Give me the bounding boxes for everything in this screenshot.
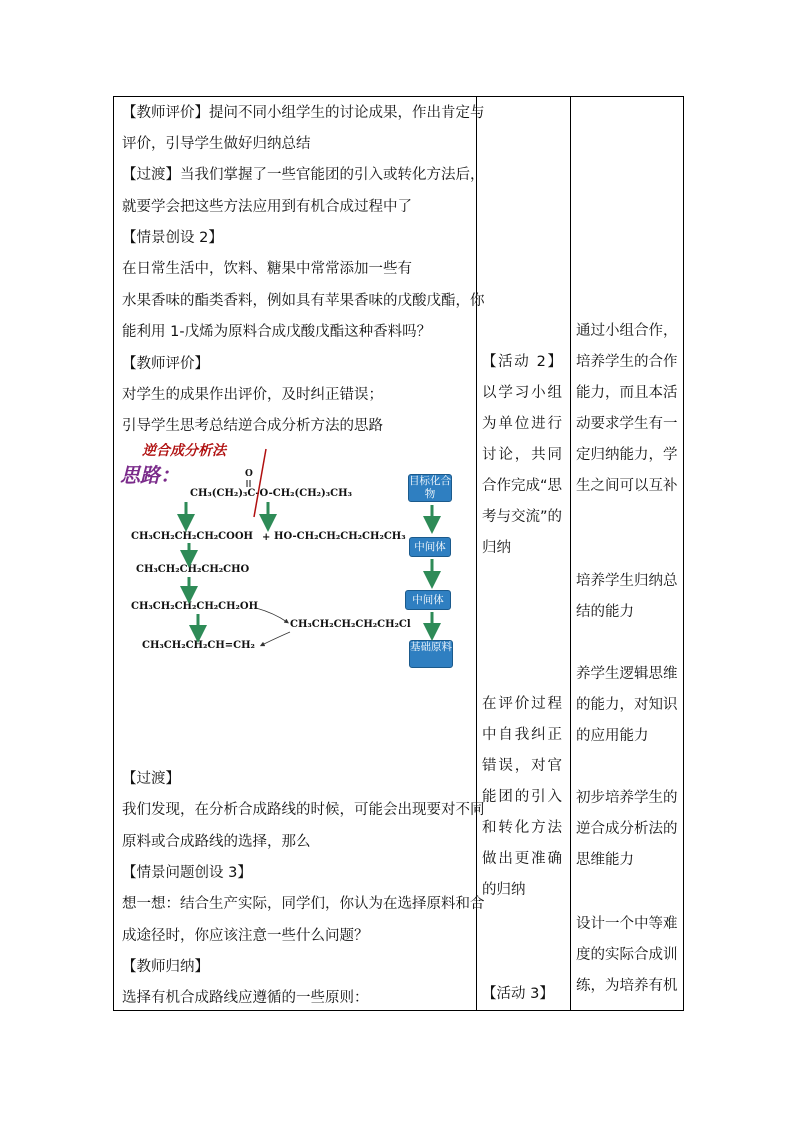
aldehyde-formula: CH₃CH₂CH₂CH₂CHO xyxy=(136,564,250,575)
diagram-subtitle: 思路： xyxy=(120,463,180,487)
diagram-title: 逆合成分析法 xyxy=(142,443,226,459)
carbonyl-o: O xyxy=(245,469,253,479)
alcohol-top-formula: HO-CH₂CH₂CH₂CH₂CH₃ xyxy=(274,531,406,542)
flow-arrows xyxy=(414,437,454,667)
chloride-formula: CH₃CH₂CH₂CH₂CH₂Cl xyxy=(290,619,411,630)
transition-2-line-1: 我们发现，在分析合成路线的时候，可能会出现要对不同 xyxy=(122,802,485,818)
self-correction-text: 在评价过程中自我纠正错误，对官能团的引入和转化方法做出更准确的归纳 xyxy=(482,696,562,898)
design-intent-column xyxy=(570,97,685,1010)
teacher-eval-2-label: 【教师评价】 xyxy=(122,356,209,372)
arrow-alcohol-chloride xyxy=(256,608,287,622)
lesson-plan-table xyxy=(113,96,684,1011)
arrow-chloride-alkene xyxy=(262,632,290,645)
alcohol-formula: CH₃CH₂CH₂CH₂CH₂OH xyxy=(131,601,259,612)
teacher-sum-line-1: 选择有机合成路线应遵循的一些原则： xyxy=(122,990,369,1006)
plus-sign: + xyxy=(262,532,271,543)
teacher-sum-label: 【教师归纳】 xyxy=(122,959,209,975)
scenario-2-line-2: 水果香味的酯类香料，例如具有苹果香味的戊酸戊酯，你 xyxy=(122,293,485,309)
activity-3: 【活动 3】 xyxy=(482,986,554,1002)
acid-formula: CH₃CH₂CH₂CH₂COOH xyxy=(131,531,253,542)
bond-cut-line xyxy=(254,449,266,517)
intent-1: 通过小组合作，培养学生的合作能力，而且本活动要求学生有一定归纳能力，学生之间可以互补 xyxy=(576,323,678,494)
alkene-formula: CH₃CH₂CH₂CH=CH₂ xyxy=(142,640,255,651)
scenario-2-line-1: 在日常生活中，饮料、糖果中常常添加一些有 xyxy=(122,261,412,277)
teacher-eval-2-line-1: 对学生的成果作出评价，及时纠正错误； xyxy=(122,387,383,403)
diagram-arrows xyxy=(114,437,414,667)
transition-1-cont: 就要学会把这些方法应用到有机合成过程中了 xyxy=(122,199,412,215)
student-activity-column xyxy=(476,97,570,1010)
scenario-3-label: 【情景问题创设 3】 xyxy=(122,865,252,881)
ester-formula: CH₃(CH₂)₃C-O-CH₂(CH₂)₃CH₃ xyxy=(190,488,352,499)
box-base-material: 基础原料 xyxy=(409,640,453,668)
scenario-3-line-2: 成途径时，你应该注意一些什么问题？ xyxy=(122,928,369,944)
teacher-eval-2-line-2: 引导学生思考总结逆合成分析方法的思路 xyxy=(122,418,383,434)
intent-4: 初步培养学生的逆合成分析法的思维能力 xyxy=(576,790,678,868)
transition-2-label: 【过渡】 xyxy=(122,771,180,787)
box-target-compound: 目标化合物 xyxy=(409,475,451,500)
scenario-2-line-3: 能利用 1-戊烯为原料合成戊酸戊酯这种香料吗？ xyxy=(122,324,432,340)
intent-5: 设计一个中等难度的实际合成训练，为培养有机 xyxy=(576,916,678,994)
box-intermediate-2: 中间体 xyxy=(405,590,451,610)
teaching-process-column xyxy=(114,97,485,1010)
retrosynthesis-diagram xyxy=(114,437,452,667)
activity-2: 【活动 2】以学习小组为单位进行讨论，共同合作完成“思考与交流”的归纳 xyxy=(482,354,563,556)
intent-2: 培养学生归纳总结的能力 xyxy=(576,573,678,620)
transition-1: 【过渡】当我们掌握了一些官能团的引入或转化方法后， xyxy=(122,167,485,183)
scenario-2-label: 【情景创设 2】 xyxy=(122,230,223,246)
transition-2-line-2: 原料或合成路线的选择，那么 xyxy=(122,834,311,850)
teacher-eval-1: 【教师评价】提问不同小组学生的讨论成果，作出肯定与 xyxy=(122,105,485,121)
intent-3: 养学生逻辑思维的能力，对知识的应用能力 xyxy=(576,666,678,744)
teacher-eval-1-cont: 评价，引导学生做好归纳总结 xyxy=(122,136,311,152)
scenario-3-line-1: 想一想：结合生产实际，同学们，你认为在选择原料和合 xyxy=(122,896,485,912)
box-intermediate-1: 中间体 xyxy=(409,537,451,557)
